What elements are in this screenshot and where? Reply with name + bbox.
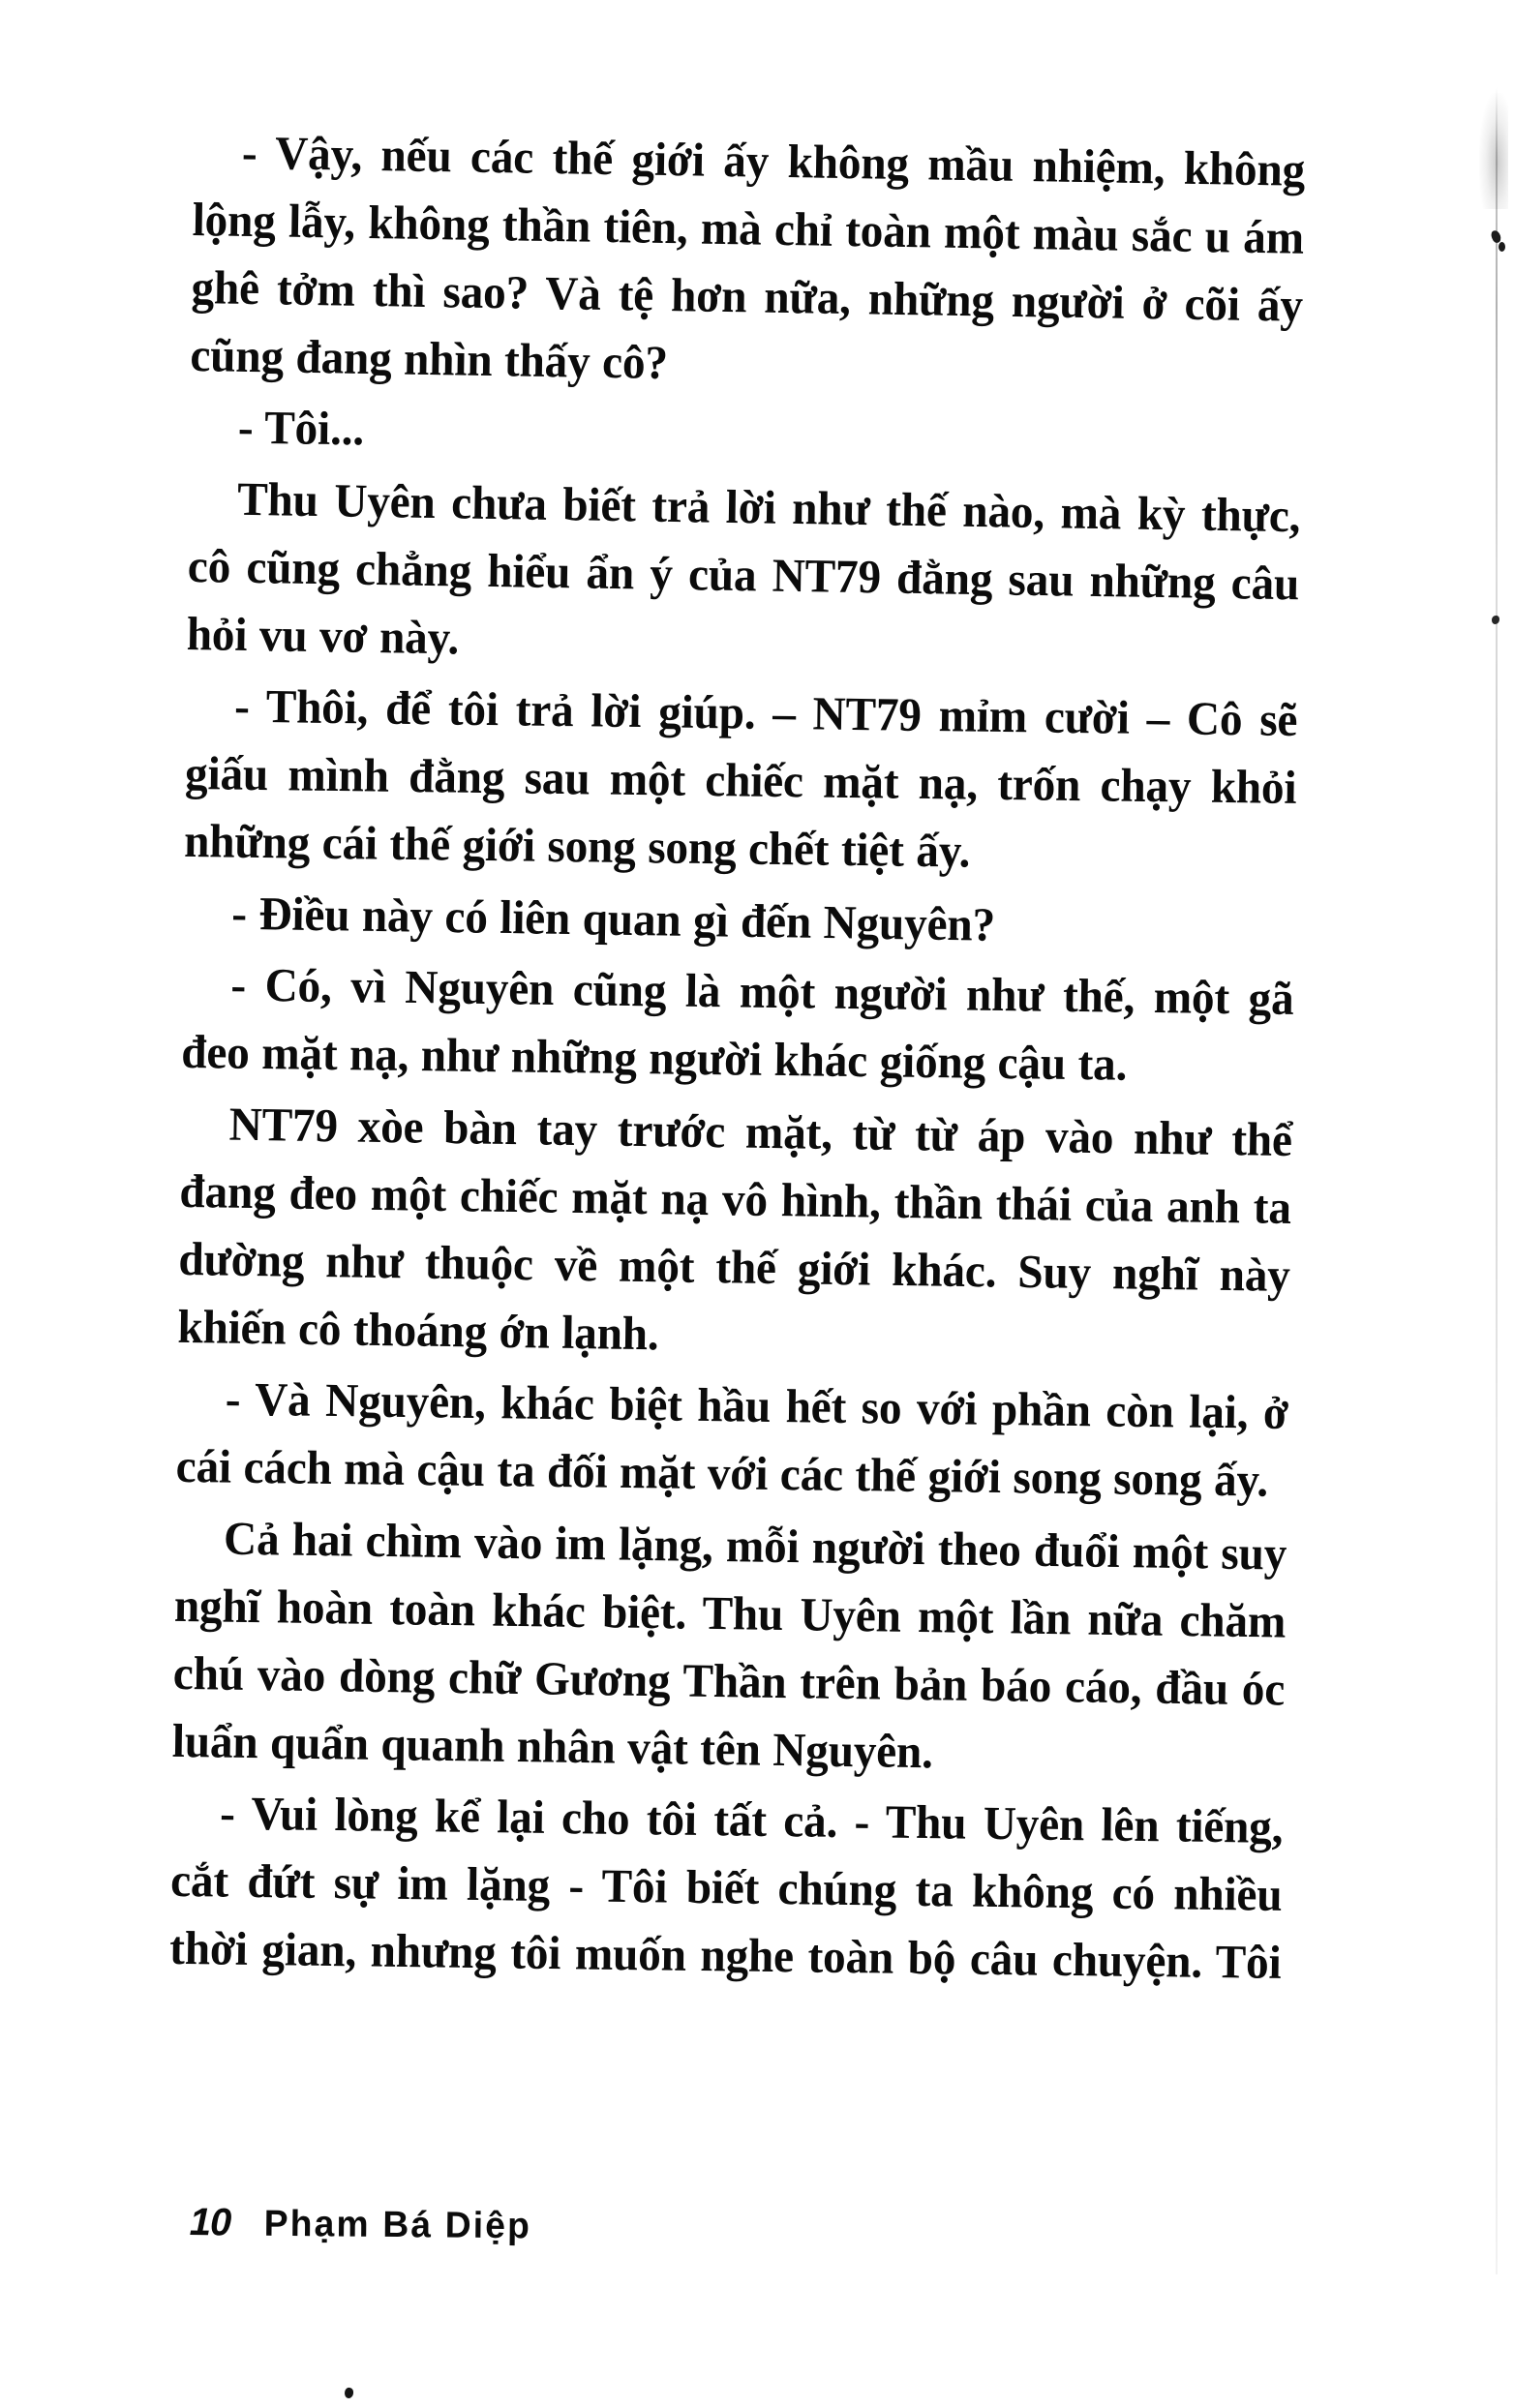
paragraph: - Tôi... [237,400,365,456]
paragraph: - Thôi, để tôi trả lời giúp. – NT79 mỉm cười – Cô sẽ giấu mình đằng sau một chiếc mặt nạ, trốn chạy khỏi những cái thế giới song song chết tiệt ấy. [183,678,1298,878]
paragraph: Cả hai chìm vào im lặng, mỗi người theo đuổi một suy nghĩ hoàn toàn khác biệt. Thu Uyên một lần nữa chăm chú vào dòng chữ Gương Thần trên bản báo cáo, đầu óc luẩn quẩn quanh nhân vật tên Nguyên. [171,1511,1287,1779]
paragraph: Thu Uyên chưa biết trả lời như thế nào, mà kỳ thực, cô cũng chẳng hiểu ẩn ý của NT79 đằng sau những câu hỏi vu vơ này. [186,471,1301,665]
paragraph: NT79 xòe bàn tay trước mặt, từ từ áp vào như thể đang đeo một chiếc mặt nạ vô hình, thần thái của anh ta dường như thuộc về một thế giới khác. Suy nghĩ này khiến cô thoáng ớn lạnh. [177,1097,1293,1361]
paragraph: - Vậy, nếu các thế giới ấy không mầu nhiệm, không lộng lẫy, không thần tiên, mà chỉ toàn một màu sắc u ám ghê tởm thì sao? Và tệ hơn nữa, những người ở cõi ấy cũng đang nhìn thấy cô? [190,125,1306,390]
scan-artifact-smudge [1479,93,1508,209]
paragraph: - Vui lòng kể lại cho tôi tất cả. - Thu Uyên lên tiếng, cắt đứt sự im lặng - Tôi biết chúng ta không có nhiều thời gian, nhưng tôi muốn nghe toàn bộ câu chuyện. Tôi [168,1786,1284,1989]
scan-artifact-speck [1499,242,1505,252]
scan-artifact-speck [1492,616,1499,624]
author-name: Phạm Bá Diệp [263,2203,531,2247]
page-number: 10 [189,2201,231,2244]
paragraph: - Và Nguyên, khác biệt hầu hết so với phần còn lại, ở cái cách mà cậu ta đối mặt với các thế giới song song ấy. [175,1371,1289,1507]
page-footer [190,2201,537,2247]
scan-artifact-edge-line [1496,87,1498,2274]
paragraph: - Điều này có liên quan gì đến Nguyên? [231,886,996,951]
paragraph: - Có, vì Nguyên cũng là một người như thế, một gã đeo mặt nạ, như những người khác giống cậu ta. [181,957,1294,1091]
scan-artifact-speck [344,2387,354,2399]
page-text-column [169,118,1346,2001]
